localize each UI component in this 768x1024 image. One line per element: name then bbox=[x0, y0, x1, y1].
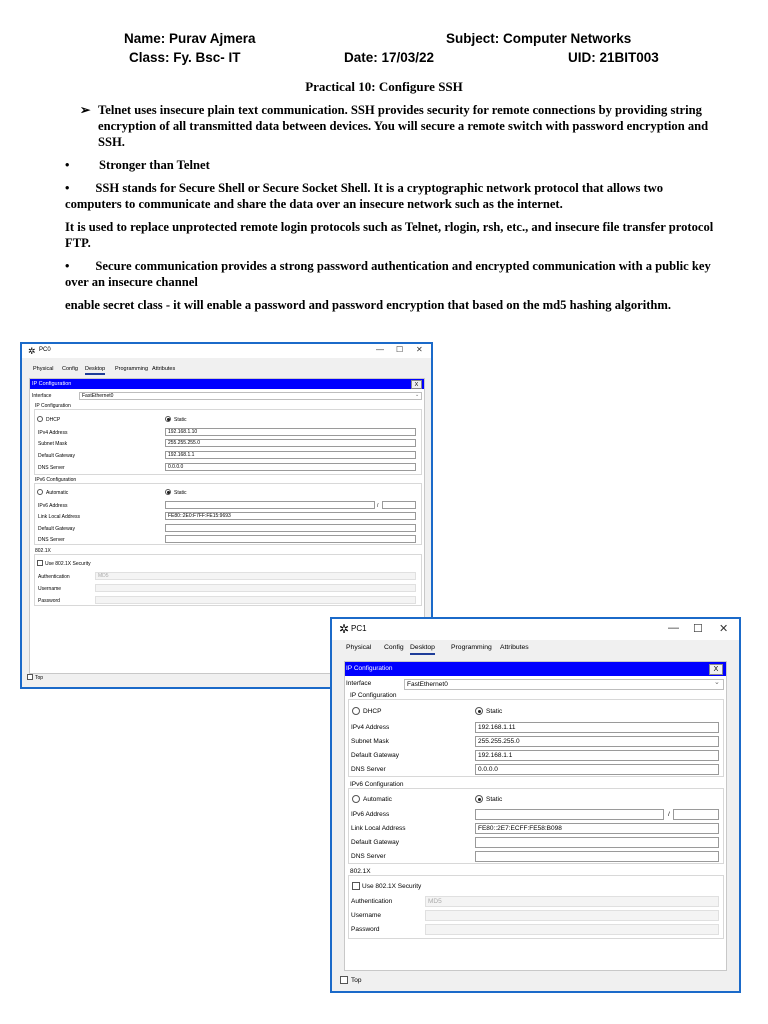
dot1x-checkbox[interactable] bbox=[37, 560, 43, 566]
ip-config-title: IP Configuration bbox=[32, 381, 72, 387]
linklocal-label: Link Local Address bbox=[38, 514, 80, 520]
static6-radio[interactable] bbox=[475, 795, 483, 803]
tab-config[interactable]: Config bbox=[62, 366, 78, 372]
password-input[interactable] bbox=[425, 924, 719, 935]
intro-text: Telnet uses insecure plain text communication. SSH provides security for remote connections by providing string encryption of all transmitted data between devices. You will secure a remote switch with password encryption and SSH. bbox=[98, 103, 709, 149]
ipv6-prefix-input[interactable] bbox=[382, 501, 416, 509]
interface-value: FastEthernet0 bbox=[407, 681, 448, 688]
automatic-radio[interactable] bbox=[352, 795, 360, 803]
dns-label: DNS Server bbox=[38, 465, 65, 471]
minimize-icon[interactable]: — bbox=[668, 622, 679, 634]
paragraph-intro bbox=[80, 102, 720, 150]
subnet-label: Subnet Mask bbox=[38, 441, 68, 447]
secure-text: Secure communication provides a strong password authentication and encrypted communication with a public key over an insecure channel bbox=[65, 259, 711, 289]
ipv4-input[interactable]: 192.168.1.10 bbox=[165, 428, 416, 436]
dns-input[interactable]: 0.0.0.0 bbox=[475, 764, 719, 775]
gateway6-input[interactable] bbox=[165, 524, 416, 532]
gateway-input[interactable]: 192.168.1.1 bbox=[165, 451, 416, 459]
packet-tracer-icon: ✲ bbox=[28, 346, 36, 356]
ipv4-label: IPv4 Address bbox=[351, 724, 390, 731]
ipv6-label: IPv6 Address bbox=[351, 811, 390, 818]
dns-input[interactable]: 0.0.0.0 bbox=[165, 463, 416, 471]
username-input[interactable] bbox=[95, 584, 416, 592]
gateway6-input[interactable] bbox=[475, 837, 719, 848]
bullet-icon: • bbox=[65, 259, 70, 273]
dns6-label: DNS Server bbox=[38, 537, 65, 543]
gateway6-label: Default Gateway bbox=[38, 526, 75, 532]
dns6-label: DNS Server bbox=[351, 853, 386, 860]
username-label: Username bbox=[38, 586, 62, 592]
student-name: Name: Purav Ajmera bbox=[124, 31, 256, 46]
tab-programming[interactable]: Programming bbox=[451, 644, 492, 651]
top-label: Top bbox=[35, 675, 44, 681]
ssh-text: SSH stands for Secure Shell or Secure Socket Shell. It is a cryptographic network protocol that allows two computers to communicate and share the data over an insecure network such as the internet. bbox=[65, 181, 664, 211]
static6-radio[interactable] bbox=[165, 489, 171, 495]
ipv6-input[interactable] bbox=[475, 809, 664, 820]
paragraph-secure bbox=[65, 258, 715, 290]
dhcp-label: DHCP bbox=[46, 417, 61, 423]
dhcp-radio[interactable] bbox=[352, 707, 360, 715]
static-label: Static bbox=[174, 417, 187, 423]
linklocal-label: Link Local Address bbox=[351, 825, 406, 832]
tab-attributes[interactable]: Attributes bbox=[152, 366, 176, 372]
dot1x-group-label: 802.1X bbox=[35, 548, 51, 554]
username-input[interactable] bbox=[425, 910, 719, 921]
static-radio[interactable] bbox=[165, 416, 171, 422]
dot1x-label: Use 802.1X Security bbox=[362, 883, 422, 890]
dhcp-label: DHCP bbox=[363, 708, 382, 715]
ip-config-group-label: IP Configuration bbox=[350, 692, 397, 699]
password-label: Password bbox=[38, 598, 60, 604]
prefix-slash: / bbox=[377, 503, 379, 509]
automatic-radio[interactable] bbox=[37, 489, 43, 495]
password-label: Password bbox=[351, 926, 380, 933]
ipv6-prefix-input[interactable] bbox=[673, 809, 719, 820]
linklocal-input[interactable]: FE80::2E7:ECFF:FE58:B098 bbox=[475, 823, 719, 834]
ipv6-group-label: IPv6 Configuration bbox=[350, 781, 404, 788]
auth-label: Authentication bbox=[38, 574, 70, 580]
static6-label: Static bbox=[174, 490, 187, 496]
automatic-label: Automatic bbox=[363, 796, 392, 803]
password-input[interactable] bbox=[95, 596, 416, 604]
date: Date: 17/03/22 bbox=[344, 50, 435, 65]
interface-value: FastEthernet0 bbox=[82, 393, 114, 399]
subnet-input[interactable]: 255.255.255.0 bbox=[165, 439, 416, 447]
minimize-icon[interactable]: — bbox=[376, 345, 384, 354]
gateway-label: Default Gateway bbox=[38, 453, 75, 459]
ip-config-titlebar bbox=[345, 662, 726, 676]
auth-label: Authentication bbox=[351, 898, 393, 905]
ip-config-titlebar bbox=[30, 379, 424, 389]
tab-desktop[interactable]: Desktop bbox=[85, 366, 105, 375]
class: Class: Fy. Bsc- IT bbox=[129, 50, 241, 65]
ipv4-label: IPv4 Address bbox=[38, 430, 68, 436]
close-icon[interactable]: ✕ bbox=[416, 345, 423, 354]
ipv4-input[interactable]: 192.168.1.11 bbox=[475, 722, 719, 733]
dns-label: DNS Server bbox=[351, 766, 386, 773]
ip-config-panel bbox=[344, 661, 727, 971]
pc1-title: PC1 bbox=[351, 624, 367, 633]
username-label: Username bbox=[351, 912, 381, 919]
pc0-titlebar bbox=[22, 344, 431, 358]
dot1x-label: Use 802.1X Security bbox=[45, 561, 91, 567]
gateway6-label: Default Gateway bbox=[351, 839, 400, 846]
tab-config[interactable]: Config bbox=[384, 644, 404, 651]
static6-label: Static bbox=[486, 796, 503, 803]
pc1-window bbox=[330, 617, 741, 993]
chevron-down-icon: ⌄ bbox=[415, 392, 420, 398]
paragraph-stronger bbox=[65, 157, 715, 173]
gateway-label: Default Gateway bbox=[351, 752, 400, 759]
subject: Subject: Computer Networks bbox=[446, 31, 632, 46]
packet-tracer-icon: ✲ bbox=[339, 622, 350, 636]
gateway-input[interactable]: 192.168.1.1 bbox=[475, 750, 719, 761]
interface-select[interactable] bbox=[404, 679, 724, 690]
close-icon[interactable]: ✕ bbox=[719, 623, 729, 635]
interface-label: Interface bbox=[32, 393, 52, 399]
auth-select[interactable]: MD5 bbox=[95, 572, 416, 580]
maximize-icon[interactable]: ☐ bbox=[396, 345, 404, 354]
dhcp-radio[interactable] bbox=[37, 416, 43, 422]
paragraph-enable-secret: enable secret class - it will enable a password and password encryption that based on the md5 hashing algorithm. bbox=[65, 298, 672, 312]
ipv6-input[interactable] bbox=[165, 501, 375, 509]
ip-config-group-label: IP Configuration bbox=[35, 403, 71, 409]
subnet-input[interactable]: 255.255.255.0 bbox=[475, 736, 719, 747]
tab-attributes[interactable]: Attributes bbox=[500, 644, 529, 651]
chevron-down-icon: ⌄ bbox=[714, 679, 720, 686]
maximize-icon[interactable]: ☐ bbox=[693, 623, 703, 635]
ip-config-close-button[interactable]: X bbox=[411, 380, 422, 389]
dot1x-group-label: 802.1X bbox=[350, 868, 371, 875]
auth-select[interactable]: MD5 bbox=[425, 896, 719, 907]
pc1-titlebar bbox=[332, 619, 739, 640]
dns6-input[interactable] bbox=[475, 851, 719, 862]
paragraph-ssh bbox=[65, 180, 715, 212]
interface-select[interactable] bbox=[79, 392, 422, 400]
top-label: Top bbox=[351, 977, 362, 984]
uid: UID: 21BIT003 bbox=[568, 50, 659, 65]
paragraph-replace: It is used to replace unprotected remote login protocols such as Telnet, rlogin, rsh, etc., and insecure file transfer protocol FTP. bbox=[65, 220, 714, 250]
tab-desktop[interactable]: Desktop bbox=[410, 644, 435, 655]
automatic-label: Automatic bbox=[46, 490, 69, 496]
stronger-text: Stronger than Telnet bbox=[99, 158, 210, 172]
static-radio[interactable] bbox=[475, 707, 483, 715]
ip-config-close-button[interactable]: X bbox=[709, 664, 723, 675]
top-checkbox[interactable] bbox=[27, 674, 33, 680]
prefix-slash: / bbox=[668, 811, 670, 818]
interface-label: Interface bbox=[346, 680, 372, 687]
pc0-title: PC0 bbox=[39, 347, 51, 353]
dot1x-checkbox[interactable] bbox=[352, 882, 360, 890]
top-checkbox[interactable] bbox=[340, 976, 348, 984]
bullet-icon: • bbox=[65, 158, 70, 172]
ipv6-label: IPv6 Address bbox=[38, 503, 68, 509]
tab-physical[interactable]: Physical bbox=[346, 644, 372, 651]
ip-config-title: IP Configuration bbox=[346, 665, 393, 672]
linklocal-input[interactable]: FE80::2E0:F7FF:FE15:9693 bbox=[165, 512, 416, 520]
page-title: Practical 10: Configure SSH bbox=[305, 79, 463, 94]
static-label: Static bbox=[486, 708, 503, 715]
arrow-bullet-icon: ➢ bbox=[80, 103, 91, 117]
tab-programming[interactable]: Programming bbox=[115, 366, 149, 372]
subnet-label: Subnet Mask bbox=[351, 738, 389, 745]
ipv6-group-label: IPv6 Configuration bbox=[35, 477, 77, 483]
dns6-input[interactable] bbox=[165, 535, 416, 543]
tab-physical[interactable]: Physical bbox=[33, 366, 54, 372]
bullet-icon: • bbox=[65, 181, 70, 195]
